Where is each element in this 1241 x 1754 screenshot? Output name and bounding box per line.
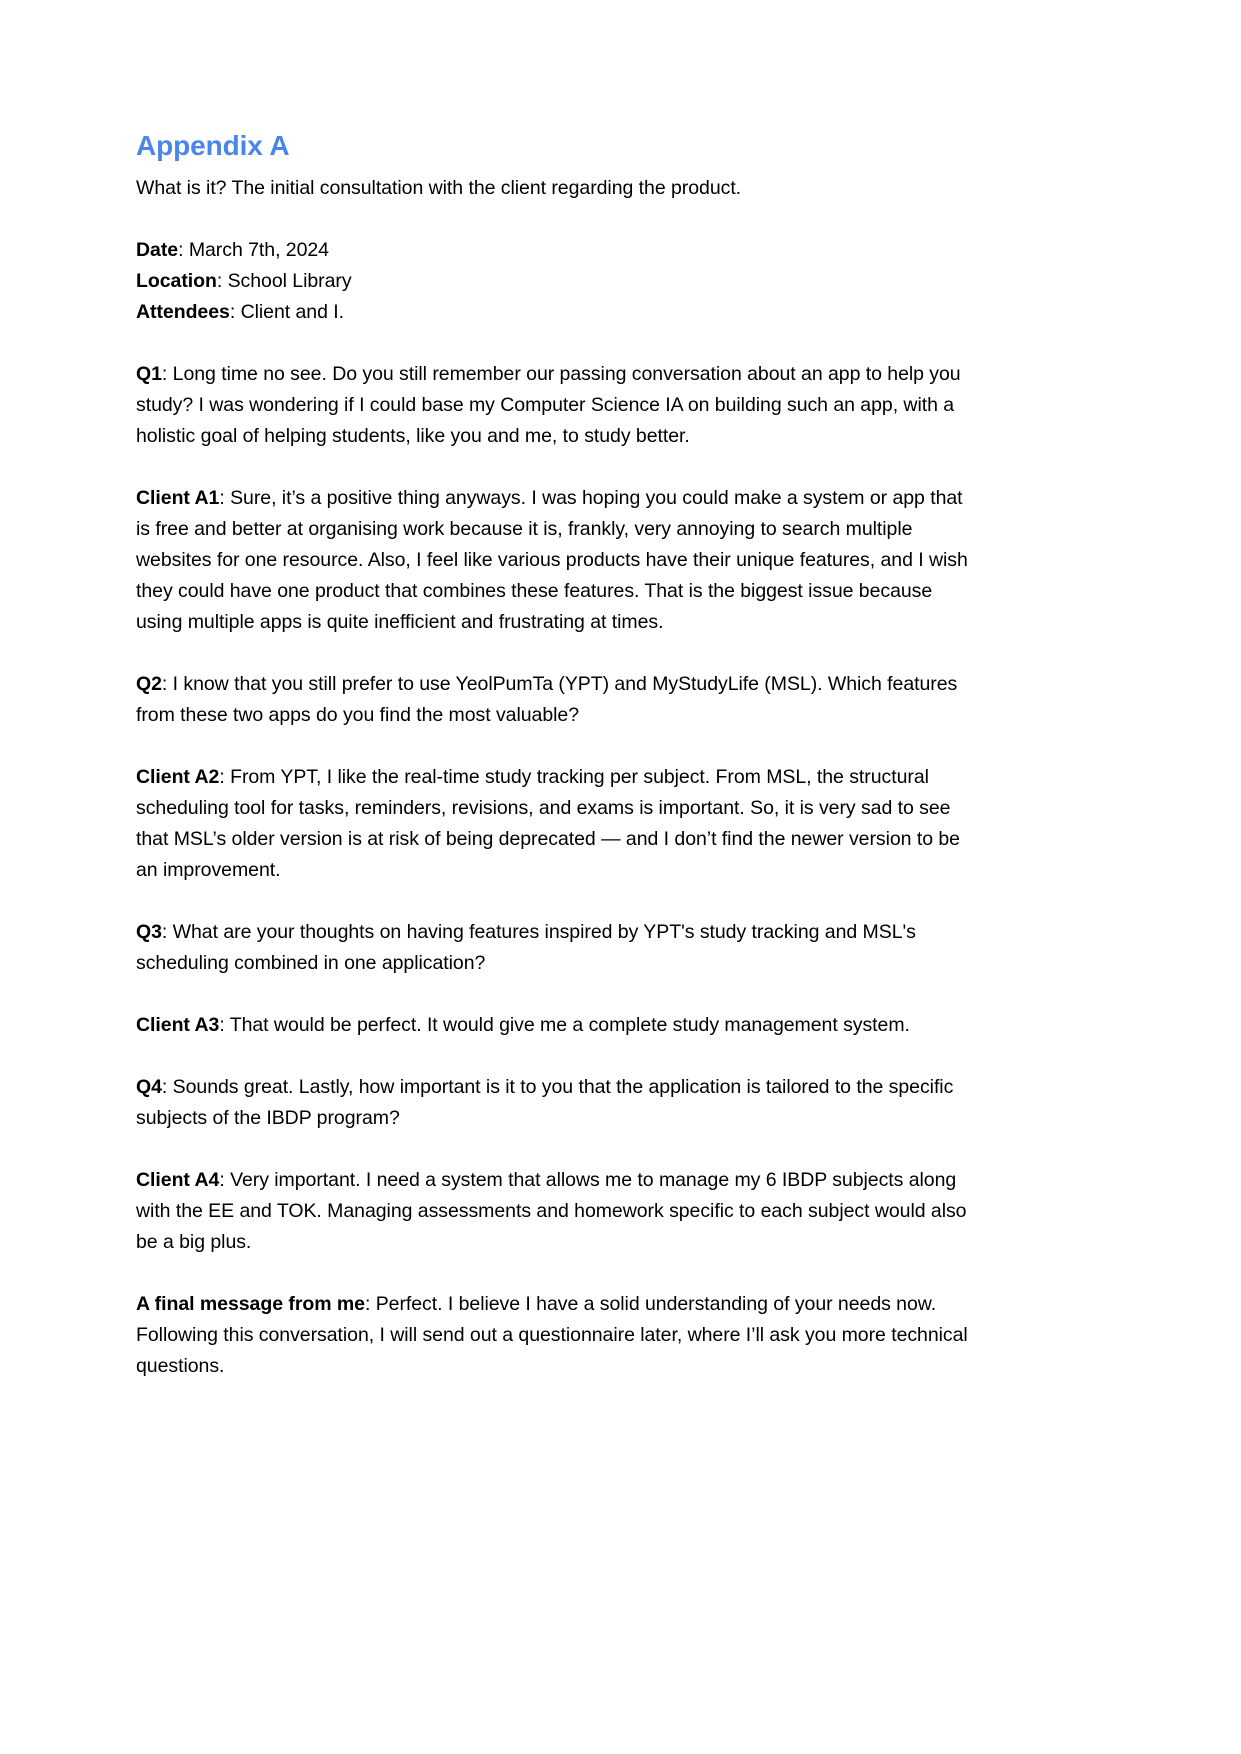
exchange-q2 [136,669,974,731]
exchange-a3-text: : That would be perfect. It would give me a complete study management system. [219,1014,910,1036]
spacer [136,1041,974,1072]
document-body [136,128,974,1382]
exchange-q1-text: : Long time no see. Do you still remember our passing conversation about an app to help you study? I was wondering if I could base my Computer Science IA on building such an app, with a holistic goal of helping students, like you and me, to study better. [136,363,961,447]
exchange-a1-label: Client A1 [136,487,220,509]
meta-date [136,235,974,266]
exchange-a3 [136,1010,974,1041]
final-message-label: A final message from me [136,1293,365,1315]
meta-attendees [136,297,974,328]
exchange-a4-text: : Very important. I need a system that allows me to manage my 6 IBDP subjects along with the EE and TOK. Managing assessments and homework specific to each subject would also be a big plus. [136,1169,967,1253]
spacer [136,731,974,762]
intro-paragraph: What is it? The initial consultation with the client regarding the product. [136,177,742,199]
exchange-a2-label: Client A2 [136,766,220,788]
exchange-a3-label: Client A3 [136,1014,220,1036]
exchange-q2-label: Q2 [136,673,162,695]
meta-attendees-value: : Client and I. [229,301,344,323]
exchange-a4-label: Client A4 [136,1169,220,1191]
spacer [136,328,974,359]
spacer [136,1258,974,1289]
spacer [136,638,974,669]
meta-location-value: : School Library [216,270,352,292]
exchange-a1 [136,483,974,638]
meta-attendees-label: Attendees [136,301,230,323]
exchange-q3 [136,917,974,979]
exchange-q1 [136,359,974,452]
spacer [136,886,974,917]
page-title: Appendix A [136,130,290,161]
spacer [136,1134,974,1165]
final-message [136,1289,974,1382]
meta-date-value: : March 7th, 2024 [178,239,329,261]
exchange-q3-text: : What are your thoughts on having features inspired by YPT's study tracking and MSL's scheduling combined in one application? [136,921,916,974]
exchange-q4 [136,1072,974,1134]
exchange-a2-text: : From YPT, I like the real-time study tracking per subject. From MSL, the structural scheduling tool for tasks, reminders, revisions, and exams is important. So, it is very sad to see that MSL’s older version is at risk of being deprecated — and I don’t find the newer version to be an improvement. [136,766,960,881]
meta-location-label: Location [136,270,217,292]
exchange-q4-label: Q4 [136,1076,162,1098]
spacer [136,452,974,483]
meta-date-label: Date [136,239,179,261]
exchange-a4 [136,1165,974,1258]
exchange-a2 [136,762,974,886]
exchange-q2-text: : I know that you still prefer to use YeolPumTa (YPT) and MyStudyLife (MSL). Which features from these two apps do you find the most valuable? [136,673,958,726]
exchange-a1-text: : Sure, it’s a positive thing anyways. I was hoping you could make a system or app that is free and better at organising work because it is, frankly, very annoying to search multiple websites for one resource. Also, I feel like various products have their unique features, and I wish they could have one product that combines these features. That is the biggest issue because using multiple apps is quite inefficient and frustrating at times. [136,487,968,633]
exchange-q4-text: : Sounds great. Lastly, how important is it to you that the application is tailored to the specific subjects of the IBDP program? [136,1076,954,1129]
meta-location [136,266,974,297]
exchange-q1-label: Q1 [136,363,162,385]
spacer [136,204,974,235]
final-message-text: : Perfect. I believe I have a solid understanding of your needs now. Following this conversation, I will send out a questionnaire later, where I’ll ask you more technical questions. [136,1293,968,1377]
exchange-q3-label: Q3 [136,921,162,943]
spacer [136,979,974,1010]
